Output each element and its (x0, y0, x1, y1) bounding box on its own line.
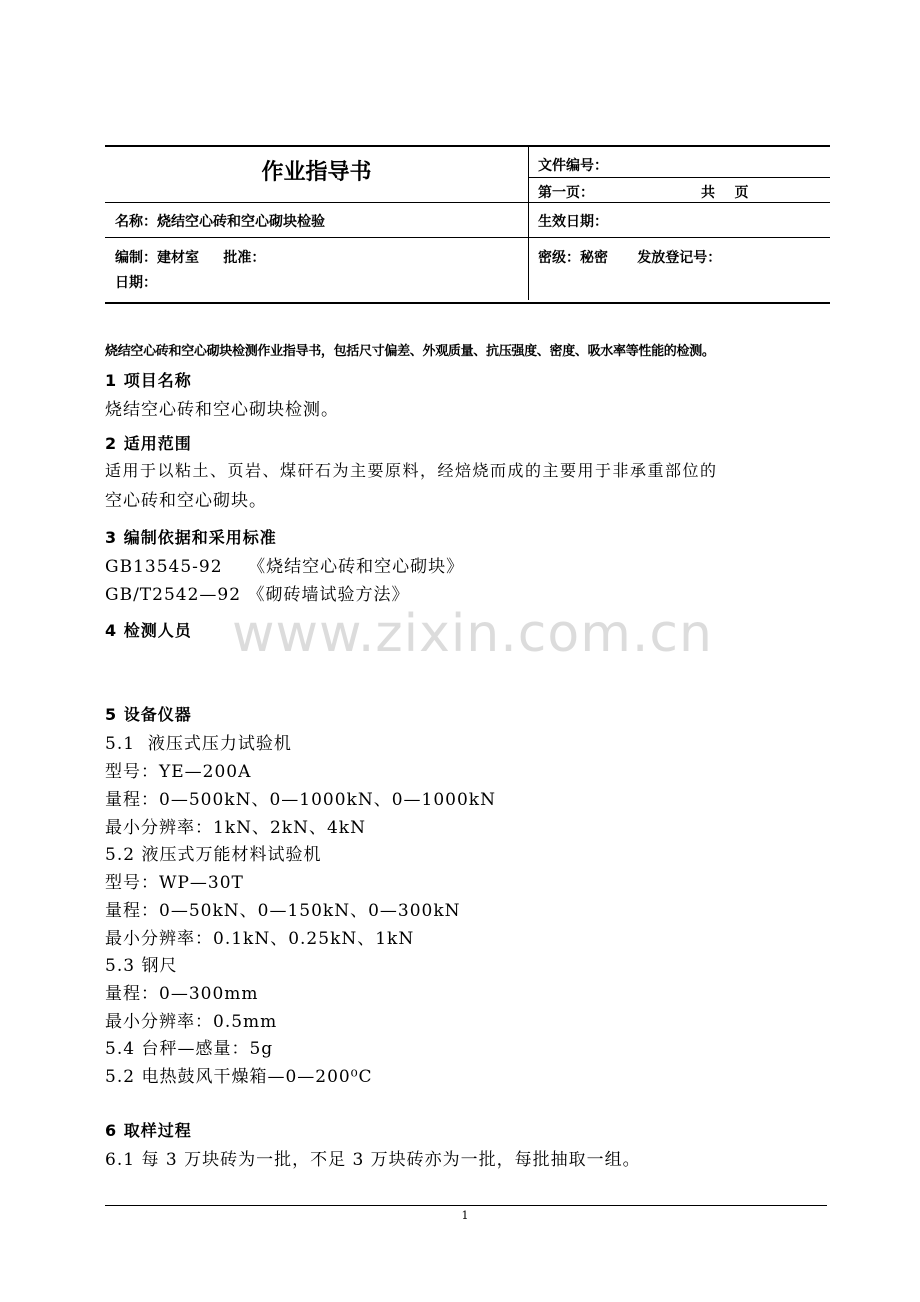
date-label: 日期： (115, 275, 157, 291)
equipment-line: 最小分辨率：0.1kN、0.25kN、1kN (105, 929, 415, 949)
page-info-label: 第一页： (538, 185, 594, 201)
equipment-line: 型号：YE—200A (105, 762, 252, 782)
section-heading: 1 项目名称 (105, 371, 192, 390)
section-heading: 6 取样过程 (105, 1121, 192, 1140)
equipment-line: 量程：0—500kN、0—1000kN、0—1000kN (105, 790, 496, 810)
section-heading: 4 检测人员 (105, 621, 192, 640)
equipment-line: 5.1 液压式压力试验机 (105, 734, 292, 754)
header-table (105, 145, 830, 304)
equipment-line: 5.4 台秤—感量：5g (105, 1039, 274, 1059)
table-divider-vertical (528, 147, 529, 300)
section-heading: 2 适用范围 (105, 434, 192, 453)
equipment-line: 5.2 电热鼓风干燥箱—0—200⁰C (105, 1067, 373, 1087)
table-divider (528, 177, 830, 178)
equipment-line: 型号：WP—30T (105, 873, 244, 893)
effective-date-label: 生效日期： (538, 214, 608, 230)
total-pages-label: 共 页 (701, 185, 749, 201)
equipment-line: 量程：0—300mm (105, 984, 259, 1004)
page-number: 1 (461, 1209, 469, 1222)
equipment-line: 5.2 液压式万能材料试验机 (105, 845, 322, 865)
body-line: GB13545-92 《烧结空心砖和空心砌块》 (105, 557, 465, 577)
table-divider (105, 237, 830, 238)
equipment-line: 最小分辨率：0.5mm (105, 1012, 278, 1032)
file-number-label: 文件编号： (538, 158, 608, 174)
intro-paragraph: 烧结空心砖和空心砌块检测作业指导书，包括尺寸偏差、外观质量、抗压强度、密度、吸水率等性能的检测。 (105, 344, 715, 359)
document-name: 名称：烧结空心砖和空心砌块检验 (115, 214, 325, 230)
body-line: GB/T2542—92 《砌砖墙试验方法》 (105, 585, 410, 605)
equipment-line: 5.3 钢尺 (105, 956, 178, 976)
footer-rule (105, 1205, 827, 1206)
watermark: www.zixin.com.cn (232, 604, 713, 664)
equipment-line: 最小分辨率：1kN、2kN、4kN (105, 818, 366, 838)
body-line: 烧结空心砖和空心砌块检测。 (105, 400, 339, 420)
section-heading: 3 编制依据和采用标准 (105, 528, 277, 547)
section-heading: 5 设备仪器 (105, 705, 192, 724)
equipment-line: 量程：0—50kN、0—150kN、0—300kN (105, 901, 461, 921)
document-title: 作业指导书 (261, 160, 372, 185)
body-line: 6.1 每 3 万块砖为一批，不足 3 万块砖亦为一批，每批抽取一组。 (105, 1150, 641, 1170)
security-level: 密级：秘密 发放登记号： (538, 250, 722, 266)
table-divider (105, 202, 830, 203)
compiled-by: 编制：建材室 批准： (115, 250, 266, 266)
body-line: 空心砖和空心砌块。 (105, 491, 267, 511)
body-line: 适用于以粘土、页岩、煤矸石为主要原料，经焙烧而成的主要用于非承重部位的 (105, 461, 718, 480)
